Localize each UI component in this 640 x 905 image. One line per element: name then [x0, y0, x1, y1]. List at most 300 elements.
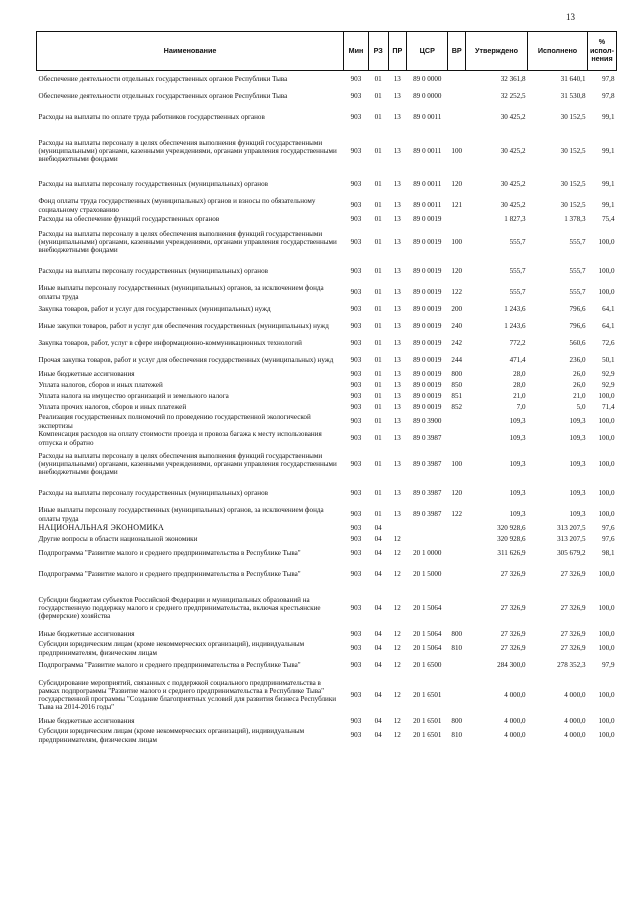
row-rz: 01 [374, 459, 382, 468]
row-pr: 13 [393, 381, 401, 390]
row-min: 903 [350, 180, 362, 189]
table-row [37, 284, 617, 301]
row-executed: 109,3 [569, 434, 586, 443]
row-name: Расходы на обеспечение функций государственных органов [38, 215, 220, 224]
row-min: 903 [350, 381, 362, 390]
table-row [37, 105, 617, 130]
row-approved: 28,0 [513, 370, 526, 379]
row-vr [448, 413, 466, 430]
table-row [37, 259, 617, 284]
table-row [37, 318, 617, 335]
header-pr: ПР [388, 32, 407, 71]
row-vr [448, 71, 466, 89]
row-rz: 01 [374, 489, 382, 498]
row-rz: 04 [374, 570, 382, 579]
row-approved: 109,3 [509, 489, 526, 498]
row-vr: 851 [451, 392, 463, 401]
row-percent: 100,0 [598, 267, 615, 276]
table-row [37, 629, 617, 640]
row-csr: 89 0 0019 [413, 381, 442, 390]
row-name: Обеспечение деятельности отдельных государственных органов Республики Тыва [38, 75, 288, 84]
row-name: Компенсация расходов на оплату стоимости проезда и провоза багажа к месту использования отпуска и обратно [38, 430, 322, 447]
table-row [37, 481, 617, 506]
row-pr: 13 [393, 370, 401, 379]
row-percent: 72,6 [602, 339, 615, 348]
row-pr: 13 [393, 489, 401, 498]
row-rz: 04 [374, 603, 382, 612]
row-pr: 13 [393, 146, 401, 155]
row-rz: 01 [374, 215, 382, 224]
row-vr: 810 [451, 644, 463, 653]
row-name: Уплата налогов, сборов и иных платежей [38, 381, 163, 390]
row-rz: 01 [374, 146, 382, 155]
row-min: 903 [350, 661, 362, 670]
row-percent: 97,8 [602, 75, 615, 84]
row-name: Иные выплаты персоналу государственных (муниципальных) органов, за исключением фонда оплаты труда [38, 506, 324, 523]
row-name: Расходы на выплаты персоналу государственных (муниципальных) органов [38, 180, 268, 189]
row-rz: 01 [374, 180, 382, 189]
row-csr: 20 1 6500 [413, 661, 442, 670]
row-csr: 20 1 5064 [413, 644, 442, 653]
row-csr: 20 1 6501 [413, 690, 442, 699]
table-row [37, 545, 617, 562]
row-csr: 89 0 3987 [413, 489, 442, 498]
row-min: 903 [350, 570, 362, 579]
row-approved: 4 000,0 [504, 731, 526, 740]
row-vr: 121 [451, 201, 463, 210]
table-row [37, 506, 617, 523]
row-percent: 100,0 [598, 237, 615, 246]
row-vr: 120 [451, 180, 463, 189]
row-csr: 89 0 0000 [413, 92, 442, 101]
row-rz: 01 [374, 392, 382, 401]
table-row [37, 71, 617, 89]
row-vr [448, 534, 466, 545]
table-row [37, 88, 617, 105]
table-row [37, 352, 617, 369]
row-approved: 284 300,0 [497, 661, 526, 670]
table-row [37, 523, 617, 534]
row-csr: 89 0 3900 [413, 417, 442, 426]
row-percent: 71,4 [602, 403, 615, 412]
row-rz: 01 [374, 370, 382, 379]
row-percent: 100,0 [598, 510, 615, 519]
row-name: Иные бюджетные ассигнования [38, 630, 135, 639]
row-min: 903 [350, 403, 362, 412]
row-percent: 100,0 [598, 434, 615, 443]
row-executed: 31 530,8 [560, 92, 586, 101]
row-name: Расходы на выплаты по оплате труда работников государственных органов [38, 113, 265, 122]
row-pr: 13 [393, 339, 401, 348]
header-min: Мин [344, 32, 369, 71]
row-percent: 100,0 [598, 288, 615, 297]
row-percent: 100,0 [598, 417, 615, 426]
row-percent: 100,0 [598, 630, 615, 639]
row-executed: 796,6 [569, 305, 586, 314]
row-min: 903 [350, 549, 362, 558]
row-pr: 13 [393, 322, 401, 331]
row-percent: 97,9 [602, 661, 615, 670]
row-pr: 13 [393, 417, 401, 426]
row-pr: 13 [393, 510, 401, 519]
row-pr: 12 [393, 603, 401, 612]
row-executed: 313 207,5 [557, 524, 586, 533]
row-percent: 100,0 [598, 459, 615, 468]
row-pr: 13 [393, 403, 401, 412]
row-vr [448, 523, 466, 534]
row-vr: 242 [451, 339, 463, 348]
row-min: 903 [350, 339, 362, 348]
row-percent: 99,1 [602, 146, 615, 155]
row-rz: 04 [374, 644, 382, 653]
row-percent: 100,0 [598, 731, 615, 740]
row-csr: 89 0 0011 [413, 146, 442, 155]
row-pr: 13 [393, 237, 401, 246]
table-row [37, 674, 617, 716]
row-rz: 04 [374, 690, 382, 699]
row-rz: 01 [374, 75, 382, 84]
row-vr: 100 [451, 459, 463, 468]
row-pr: 12 [393, 549, 401, 558]
row-vr: 120 [451, 489, 463, 498]
row-rz: 04 [374, 717, 382, 726]
row-pr: 12 [393, 535, 401, 544]
row-executed: 27 326,9 [560, 630, 586, 639]
table-row [37, 391, 617, 402]
row-percent: 64,1 [602, 322, 615, 331]
row-approved: 32 361,8 [500, 75, 526, 84]
row-csr: 89 0 0019 [413, 215, 442, 224]
row-pr [388, 523, 407, 534]
row-pr: 13 [393, 92, 401, 101]
header-percent: % исполнения [588, 32, 617, 71]
row-vr: 100 [451, 237, 463, 246]
row-min: 903 [350, 535, 362, 544]
row-vr [448, 545, 466, 562]
header-approved: Утверждено [466, 32, 528, 71]
row-vr: 100 [451, 146, 463, 155]
row-vr [448, 88, 466, 105]
row-executed: 30 152,5 [560, 146, 586, 155]
row-approved: 30 425,2 [500, 201, 526, 210]
row-csr: 89 0 0019 [413, 392, 442, 401]
row-percent: 100,0 [598, 690, 615, 699]
row-pr: 13 [393, 113, 401, 122]
row-min: 903 [350, 434, 362, 443]
row-rz: 04 [374, 535, 382, 544]
row-executed: 109,3 [569, 417, 586, 426]
table-row [37, 172, 617, 197]
row-percent: 92,9 [602, 381, 615, 390]
row-rz: 04 [374, 731, 382, 740]
row-csr: 20 1 5064 [413, 630, 442, 639]
row-pr: 13 [393, 267, 401, 276]
row-name: Расходы на выплаты персоналу в целях обеспечения выполнения функций государственными (муниципальными) органами, казенными учреждениями, органами управления государственными внебюджетными фондами [38, 138, 337, 164]
row-csr: 89 0 0019 [413, 288, 442, 297]
table-row [37, 214, 617, 225]
row-executed: 30 152,5 [560, 113, 586, 122]
row-approved: 320 928,6 [497, 524, 526, 533]
row-vr: 120 [451, 267, 463, 276]
table-row [37, 225, 617, 259]
row-percent: 75,4 [602, 215, 615, 224]
row-rz: 01 [374, 510, 382, 519]
row-min: 903 [350, 288, 362, 297]
row-name: Закупка товаров, работ, услуг в сфере информационно-коммуникационных технологий [38, 339, 302, 348]
row-csr [407, 534, 448, 545]
row-name: Расходы на выплаты персоналу государственных (муниципальных) органов [38, 489, 268, 498]
row-rz: 01 [374, 339, 382, 348]
row-vr: 122 [451, 510, 463, 519]
row-name: Иные выплаты персоналу государственных (муниципальных) органов, за исключением фонда оплаты труда [38, 284, 324, 301]
row-approved: 109,3 [509, 459, 526, 468]
row-pr: 12 [393, 717, 401, 726]
row-vr [448, 562, 466, 587]
row-approved: 320 928,6 [497, 535, 526, 544]
row-executed: 4 000,0 [564, 717, 586, 726]
row-csr [407, 523, 448, 534]
row-vr: 800 [451, 630, 463, 639]
row-name: Субсидирование мероприятий, связанных с поддержкой социального предпринимательства в рамках подпрограммы "Развитие малого и среднего предпринимательства в Республике Тыва" государственной программы "Создание благоприятных условий для развития бизнеса Республики Тыва на 2014-2016 годы" [38, 678, 337, 712]
row-approved: 1 243,6 [504, 305, 526, 314]
table-row [37, 657, 617, 674]
row-rz: 01 [374, 417, 382, 426]
row-approved: 471,4 [509, 356, 526, 365]
row-executed: 31 640,1 [560, 75, 586, 84]
row-rz: 04 [374, 661, 382, 670]
row-csr: 89 0 0019 [413, 339, 442, 348]
header-executed: Исполнено [528, 32, 588, 71]
row-approved: 27 326,9 [500, 603, 526, 612]
table-row [37, 413, 617, 430]
row-name: Расходы на выплаты персоналу в целях обеспечения выполнения функций государственными (муниципальными) органами, казенными учреждениями, органами управления государственными внебюджетными фондами [38, 229, 337, 255]
row-name: Подпрограмма "Развитие малого и среднего предпринимательства в Республике Тыва" [38, 570, 301, 579]
row-approved: 555,7 [509, 288, 526, 297]
row-pr: 13 [393, 180, 401, 189]
row-percent: 99,1 [602, 201, 615, 210]
row-min: 903 [350, 630, 362, 639]
row-min: 903 [350, 356, 362, 365]
row-csr: 89 0 0019 [413, 356, 442, 365]
row-min: 903 [350, 370, 362, 379]
row-executed: 109,3 [569, 489, 586, 498]
row-pr: 12 [393, 570, 401, 579]
row-executed: 30 152,5 [560, 180, 586, 189]
row-executed: 305 679,2 [557, 549, 586, 558]
row-min: 903 [350, 392, 362, 401]
row-executed: 4 000,0 [564, 731, 586, 740]
row-pr: 12 [393, 630, 401, 639]
row-pr: 12 [393, 731, 401, 740]
row-percent: 64,1 [602, 305, 615, 314]
row-name: Иные закупки товаров, работ и услуг для обеспечения государственных (муниципальных) нужд [38, 322, 329, 331]
row-approved: 772,2 [509, 339, 526, 348]
row-pr: 13 [393, 215, 401, 224]
row-csr: 89 0 0011 [413, 180, 442, 189]
row-percent: 100,0 [598, 603, 615, 612]
row-vr [448, 105, 466, 130]
row-min: 903 [350, 417, 362, 426]
row-rz: 01 [374, 381, 382, 390]
row-approved: 109,3 [509, 510, 526, 519]
row-pr: 13 [393, 434, 401, 443]
row-approved: 21,0 [513, 392, 526, 401]
row-executed: 1 378,3 [564, 215, 586, 224]
row-percent: 97,6 [602, 535, 615, 544]
row-approved: 27 326,9 [500, 644, 526, 653]
row-name: Субсидии бюджетам субъектов Российской Федерации и муниципальных образований на государственную поддержку малого и среднего предпринимательства, включая крестьянские (фермерские) хозяйства [38, 595, 321, 621]
row-csr: 89 0 0019 [413, 370, 442, 379]
row-pr: 12 [393, 690, 401, 699]
row-rz: 01 [374, 237, 382, 246]
row-csr: 89 0 0011 [413, 113, 442, 122]
row-name: Подпрограмма "Развитие малого и среднего предпринимательства в Республике Тыва" [38, 661, 301, 670]
row-csr: 89 0 0019 [413, 267, 442, 276]
row-executed: 313 207,5 [557, 535, 586, 544]
row-min: 903 [350, 267, 362, 276]
row-csr: 89 0 0019 [413, 305, 442, 314]
row-name: Закупка товаров, работ и услуг для государственных (муниципальных) нужд [38, 305, 271, 314]
header-vr: ВР [448, 32, 466, 71]
header-name: Наименование [37, 32, 344, 71]
row-min: 903 [350, 201, 362, 210]
table-row [37, 716, 617, 727]
row-approved: 109,3 [509, 434, 526, 443]
row-min: 903 [350, 305, 362, 314]
table-row [37, 447, 617, 481]
row-pr: 13 [393, 356, 401, 365]
table-header-row [37, 32, 617, 71]
table-row [37, 587, 617, 629]
row-min: 903 [350, 603, 362, 612]
row-pr: 12 [393, 644, 401, 653]
row-executed: 555,7 [569, 267, 586, 276]
table-row [37, 727, 617, 744]
row-rz: 01 [374, 322, 382, 331]
row-approved: 109,3 [509, 417, 526, 426]
row-percent: 97,6 [602, 524, 615, 533]
row-executed: 278 352,3 [557, 661, 586, 670]
row-executed: 26,0 [573, 381, 586, 390]
row-rz: 01 [374, 434, 382, 443]
row-name: НАЦИОНАЛЬНАЯ ЭКОНОМИКА [38, 523, 165, 533]
row-rz: 01 [374, 201, 382, 210]
row-executed: 560,6 [569, 339, 586, 348]
row-executed: 555,7 [569, 237, 586, 246]
table-row [37, 562, 617, 587]
row-name: Субсидии юридическим лицам (кроме некоммерческих организаций), индивидуальным предпринимателям, физическим лицам [38, 640, 305, 657]
row-approved: 4 000,0 [504, 690, 526, 699]
row-percent: 100,0 [598, 717, 615, 726]
row-executed: 27 326,9 [560, 603, 586, 612]
row-csr: 89 0 3987 [413, 459, 442, 468]
row-approved: 555,7 [509, 237, 526, 246]
row-vr [448, 430, 466, 447]
row-approved: 555,7 [509, 267, 526, 276]
table-row [37, 335, 617, 352]
header-rz: РЗ [368, 32, 388, 71]
row-min: 903 [350, 322, 362, 331]
row-vr: 850 [451, 381, 463, 390]
row-name: Расходы на выплаты персоналу в целях обеспечения выполнения функций государственными (муниципальными) органами, казенными учреждениями, органами управления государственными внебюджетными фондами [38, 451, 337, 477]
row-vr: 852 [451, 403, 463, 412]
row-percent: 92,9 [602, 370, 615, 379]
row-percent: 99,1 [602, 180, 615, 189]
row-executed: 30 152,5 [560, 201, 586, 210]
row-rz: 01 [374, 92, 382, 101]
row-min: 903 [350, 459, 362, 468]
row-name: Подпрограмма "Развитие малого и среднего предпринимательства в Республике Тыва" [38, 549, 301, 558]
row-vr: 800 [451, 370, 463, 379]
row-rz: 01 [374, 113, 382, 122]
row-min: 903 [350, 489, 362, 498]
row-vr: 200 [451, 305, 463, 314]
row-rz: 01 [374, 288, 382, 297]
row-percent: 50,1 [602, 356, 615, 365]
table-row [37, 640, 617, 657]
row-pr: 12 [393, 661, 401, 670]
row-percent: 99,1 [602, 113, 615, 122]
row-vr: 122 [451, 288, 463, 297]
row-min: 903 [350, 717, 362, 726]
table-row [37, 380, 617, 391]
table-row [37, 534, 617, 545]
table-row [37, 301, 617, 318]
row-min: 903 [350, 510, 362, 519]
row-rz: 01 [374, 267, 382, 276]
row-percent: 100,0 [598, 644, 615, 653]
row-vr: 244 [451, 356, 463, 365]
row-name: Прочая закупка товаров, работ и услуг для обеспечения государственных (муниципальных) нужд [38, 356, 334, 365]
row-executed: 27 326,9 [560, 570, 586, 579]
header-csr: ЦСР [407, 32, 448, 71]
row-min: 903 [350, 644, 362, 653]
row-executed: 555,7 [569, 288, 586, 297]
row-min: 903 [350, 146, 362, 155]
row-executed: 5,0 [576, 403, 586, 412]
row-approved: 27 326,9 [500, 570, 526, 579]
row-csr: 20 1 0000 [413, 549, 442, 558]
table-row [37, 430, 617, 447]
row-percent: 100,0 [598, 570, 615, 579]
row-min: 903 [350, 92, 362, 101]
row-approved: 1 827,3 [504, 215, 526, 224]
row-name: Уплата налога на имущество организаций и земельного налога [38, 392, 229, 401]
row-approved: 1 243,6 [504, 322, 526, 331]
row-pr: 13 [393, 305, 401, 314]
page-number: 13 [566, 12, 575, 22]
row-pr: 13 [393, 288, 401, 297]
row-approved: 30 425,2 [500, 146, 526, 155]
row-min: 903 [350, 215, 362, 224]
row-vr: 810 [451, 731, 463, 740]
budget-table [36, 31, 617, 744]
row-executed: 27 326,9 [560, 644, 586, 653]
row-executed: 236,0 [569, 356, 586, 365]
row-approved: 7,0 [516, 403, 526, 412]
row-min: 903 [350, 237, 362, 246]
row-csr: 89 0 3987 [413, 510, 442, 519]
row-vr: 800 [451, 717, 463, 726]
row-approved: 4 000,0 [504, 717, 526, 726]
row-executed: 21,0 [573, 392, 586, 401]
table-row [37, 369, 617, 380]
row-csr: 20 1 5000 [413, 570, 442, 579]
row-rz: 04 [374, 549, 382, 558]
row-csr: 89 0 0000 [413, 75, 442, 84]
row-approved: 27 326,9 [500, 630, 526, 639]
row-percent: 97,8 [602, 92, 615, 101]
